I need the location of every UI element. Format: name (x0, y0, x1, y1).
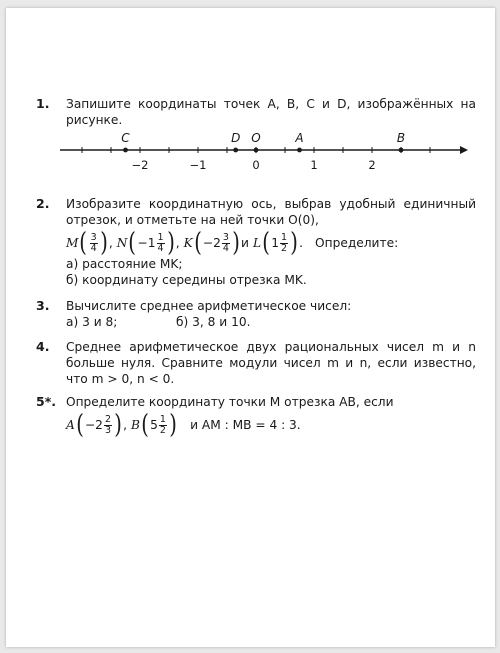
separator: , (123, 418, 128, 432)
point-name: B (131, 418, 140, 432)
denominator: 2 (159, 424, 166, 436)
numerator: 3 (90, 231, 97, 243)
tick-label: −1 (189, 158, 207, 172)
denominator: 4 (157, 242, 164, 254)
left-paren: ( (262, 228, 270, 258)
denominator: 3 (104, 424, 111, 436)
points-row (66, 230, 476, 256)
whole-part: 5 (150, 418, 158, 432)
fraction (90, 233, 98, 254)
whole-part: 1 (271, 236, 279, 250)
number-line (60, 130, 470, 180)
fraction (104, 415, 112, 436)
list-item: а) расстояние MK; (66, 257, 183, 271)
tick-label: −2 (131, 158, 149, 172)
separator: , (108, 236, 113, 250)
left-paren: ( (79, 228, 88, 258)
point-coordinate (253, 230, 303, 256)
numerator: 1 (157, 231, 164, 243)
point-dot (399, 148, 404, 153)
right-paren: ) (169, 410, 177, 440)
ratio-text: и AM : MB = 4 : 3. (190, 418, 301, 432)
problem-text: Определите координату точки M отрезка AB, если (66, 395, 394, 409)
numerator: 3 (222, 231, 229, 243)
problem-number: 1. (36, 96, 50, 111)
right-paren: ) (114, 410, 122, 440)
fraction (280, 233, 288, 254)
right-paren: ) (232, 228, 240, 258)
whole-part: −1 (137, 236, 156, 250)
point-label: C (121, 131, 130, 145)
problem-text: Среднее арифметическое двух рациональных чисел m и n больше нуля. Сравните модули чисел m и n, если известно, что m > 0, n < 0. (66, 340, 476, 386)
axis-arrow (460, 146, 468, 154)
point-coordinate (66, 412, 127, 438)
left-paren: ( (193, 228, 202, 258)
whole-part: −2 (84, 418, 103, 432)
denominator: 2 (280, 242, 288, 254)
point-dot (123, 148, 128, 153)
fraction (157, 233, 165, 254)
separator: , (175, 236, 180, 250)
right-paren: ) (99, 228, 108, 258)
point-dot (233, 148, 238, 153)
point-name: M (66, 236, 79, 250)
point-coordinate (184, 230, 249, 256)
left-paren: ( (76, 410, 84, 440)
point-coordinate (66, 230, 113, 256)
left-paren: ( (128, 228, 137, 258)
list-item: а) 3 и 8; (66, 315, 118, 329)
fraction (159, 415, 167, 436)
problem-number: 5*. (36, 394, 56, 409)
problem-number: 2. (36, 196, 50, 211)
problem-number: 4. (36, 339, 50, 354)
denominator: 4 (222, 242, 229, 254)
list-item: б) координату середины отрезка MK. (66, 273, 307, 287)
point-coordinate (131, 412, 178, 438)
point-label: A (295, 131, 304, 145)
denominator: 4 (90, 242, 97, 254)
point-name: K (183, 236, 193, 250)
worksheet-page (6, 8, 495, 647)
determine-text: Определите: (315, 236, 399, 250)
point-name: L (252, 236, 262, 250)
numerator: 2 (104, 413, 111, 425)
whole-part: −2 (202, 236, 221, 250)
point-label: D (231, 131, 241, 145)
list-item: б) 3, 8 и 10. (176, 315, 251, 329)
problem-text: Запишите координаты точек A, B, C и D, изображённых на рисунке. (66, 97, 476, 127)
point-label: O (251, 131, 261, 145)
right-paren: ) (166, 228, 175, 258)
right-paren: ) (290, 228, 298, 258)
tick-label: 0 (252, 158, 260, 172)
numerator: 1 (159, 413, 166, 425)
point-dot (254, 148, 259, 153)
problem-text: Изобразите координатную ось, выбрав удобный единичный отрезок, и отметьте на ней точки O(0), (66, 197, 476, 227)
point-label: B (396, 131, 406, 145)
numerator: 1 (280, 231, 288, 243)
point-name: N (116, 236, 128, 250)
left-paren: ( (141, 410, 149, 440)
point-name: A (66, 418, 75, 432)
points-row (66, 412, 476, 438)
point-dot (297, 148, 302, 153)
separator: и (241, 236, 249, 250)
point-coordinate (117, 230, 180, 256)
fraction (222, 233, 230, 254)
answer-options (66, 314, 476, 330)
problem-number: 3. (36, 298, 50, 313)
tick-label: 1 (310, 158, 318, 172)
problem-text: Вычислите среднее арифметическое чисел: (66, 299, 352, 313)
tick-label: 2 (368, 158, 376, 172)
separator: . (299, 236, 304, 250)
